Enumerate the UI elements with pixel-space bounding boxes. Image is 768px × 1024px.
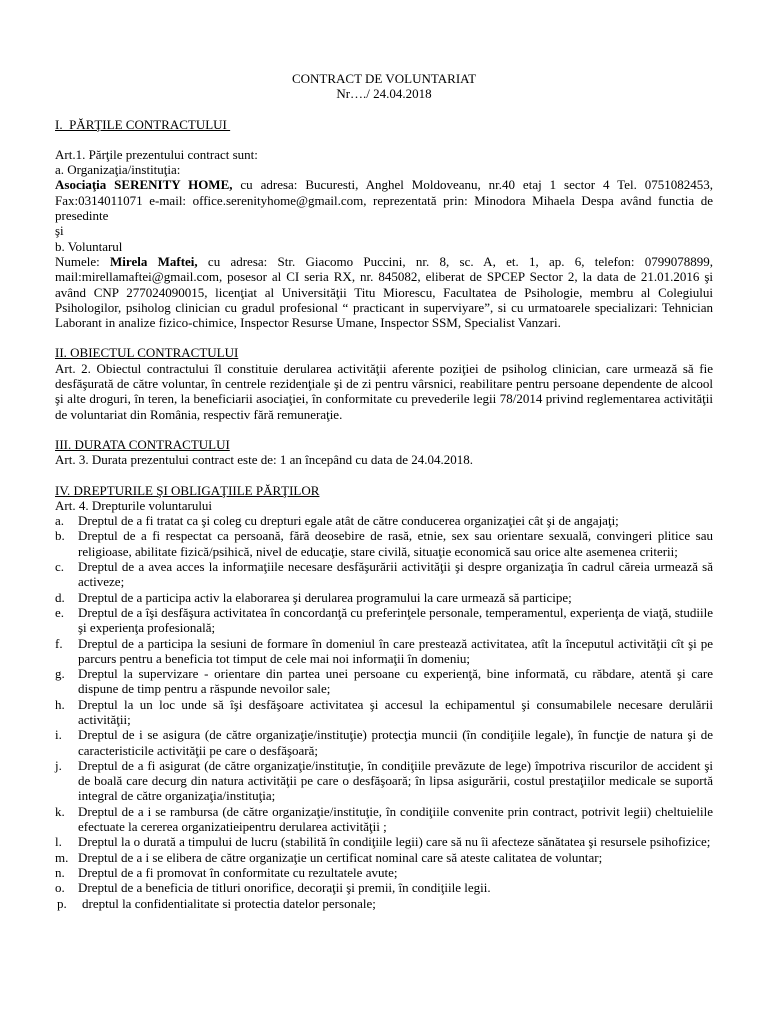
list-item — [55, 727, 713, 758]
list-item-marker: n. — [55, 864, 65, 880]
section-2-heading: II. OBIECTUL CONTRACTULUI — [55, 345, 239, 361]
volunteer-name-prefix: Numele: — [55, 253, 111, 269]
organization-name: Asociaţia SERENITY HOME, — [55, 177, 233, 193]
list-item — [55, 896, 713, 911]
list-item-text: Dreptul la supervizare - orientare din partea unei persoane cu experienţă, bine informată, cu răbdare, atentă şi care dispune de timp pentru a răspunde nevoilor sale; — [78, 666, 713, 697]
list-item-marker: i. — [55, 727, 62, 743]
list-item-marker: k. — [55, 803, 65, 819]
volunteer-details: cu adresa: Str. Giacomo Puccini, nr. 8, sc. A, et. 1, ap. 6, telefon: 0799078899, mail:mirellamaftei@gmail.com, posesor al CI seria RX, nr. 845082, eliberat de SPCEP Sector 2, la data de 21.01.2016 şi având CNP 277024090015, licenţiat al Universităţii Titu Miorescu, Facultatea de Psihologie, membru al Colegiului Psihologilor, psiholog clinician cu gradul profesional “ practicant in superviyare”, si cu urmatoarele specializari: Tehnician Laborant in analize fizico-chimice, Inspector Resurse Umane, Inspector SSM, Specialist Vanzari. — [55, 253, 713, 331]
list-item-text: Dreptul de a fi asigurat (de către organizaţie/instituţie, în condiţiile prevăzute de lege) împotriva riscurilor de accident şi de boală care decurg din natura activităţii pe care o desfăşoară; în lipsa asigurării, costul prestaţiilor medicale se suportă integral de către organizaţia/instituţia; — [78, 757, 713, 804]
list-item-marker: p. — [57, 895, 67, 911]
list-item — [55, 850, 713, 865]
list-item-marker: e. — [55, 604, 65, 620]
list-item-marker: l. — [55, 834, 62, 850]
list-item-marker: g. — [55, 666, 65, 682]
party-b-label: b. Voluntarul — [55, 238, 123, 254]
list-item — [55, 758, 713, 804]
list-item-text: Dreptul de a i se elibera de către organizaţie un certificat nominal care să ateste calitatea de voluntar; — [78, 849, 603, 865]
list-item-text: Dreptul de i se asigura (de către organizaţie/instituţie) protecţia muncii (în condiţiile legale), în funcţie de natura şi de caracteristicile activităţii pe care o desfăşoară; — [78, 727, 713, 758]
list-item-text: Dreptul de a i se rambursa (de către organizaţie/instituţie, în condiţiile convenite prin contract, potrivit legii) cheltuielile efectuate la cererea organizatieipentru derularea activităţii ; — [78, 803, 713, 835]
party-b-details — [55, 254, 713, 330]
list-item-text: Dreptul de a participa la sesiuni de formare în domeniul în care prestează activitatea, atît la începutul activităţii cît şi pe parcurs pentru a beneficia tot timput de cele mai noi informaţii în domeniu; — [78, 635, 713, 666]
list-item-marker: o. — [55, 880, 65, 896]
list-item — [55, 513, 713, 528]
list-item-text: Dreptul la o durată a timpului de lucru (stabilită în condiţiile legii) care să nu îi afecteze sănătatea şi resursele psihofizice; — [78, 834, 711, 850]
list-item-text: Dreptul la un loc unde să îşi desfăşoare activitatea şi accesul la echipamentul şi consumabilele necesare derulării activităţii; — [78, 696, 713, 727]
art-4-text: Art. 4. Drepturile voluntarului — [55, 497, 213, 513]
list-item — [55, 865, 713, 880]
list-item — [55, 559, 713, 590]
list-item-text: Dreptul de a participa activ la elaborarea şi derularea programului la care urmează să participe; — [78, 589, 572, 605]
list-item — [55, 636, 713, 667]
section-4-heading: IV. DREPTURILE ŞI OBLIGAŢIILE PĂRŢILOR — [55, 482, 320, 498]
list-item-marker: d. — [55, 589, 65, 605]
volunteer-rights-list — [55, 513, 713, 911]
list-item-marker: c. — [55, 559, 65, 575]
list-item — [55, 834, 713, 849]
list-item-text: dreptul la confidentialitate si protectia datelor personale; — [82, 895, 376, 911]
list-item-marker: a. — [55, 513, 65, 529]
list-item-marker: m. — [55, 849, 69, 865]
list-item — [55, 590, 713, 605]
organization-details: cu adresa: Bucuresti, Anghel Moldoveanu, nr.40 etaj 1 sector 4 Tel. 0751082453, Fax:0314011071 e-mail: office.serenityhome@gmail.com, reprezentată prin: Minodora Mihaela Despa având functia de presedinte — [55, 177, 713, 224]
list-item-marker: h. — [55, 696, 65, 712]
volunteer-name: Mirela Maftei, — [110, 253, 198, 269]
art-3-text: Art. 3. Durata prezentului contract este de: 1 an începând cu data de 24.04.2018. — [55, 452, 474, 468]
section-3-heading: III. DURATA CONTRACTULUI — [55, 436, 230, 452]
contract-title: CONTRACT DE VOLUNTARIAT — [291, 71, 477, 86]
list-item-text: Dreptul de a beneficia de titluri onorifice, decoraţii şi premii, în condiţiile legii. — [78, 880, 491, 896]
conjunction-and: şi — [55, 223, 64, 239]
list-item — [55, 605, 713, 636]
list-item-marker: f. — [55, 635, 63, 651]
list-item-text: Dreptul de a fi tratat ca şi coleg cu drepturi egale atât de către conducerea organizaţiei cât şi de angajaţi; — [78, 513, 619, 529]
party-a-details — [55, 177, 713, 223]
list-item-text: Dreptul de a avea acces la informaţiile necesare desfăşurării activităţii şi despre organizaţia în cadrul căreia urmează să activeze; — [78, 559, 713, 590]
list-item-text: Dreptul de a îşi desfăşura activitatea în concordanţă cu preferinţele personale, temperamentul, experienţa de viaţă, studiile şi experienţa profesională; — [78, 604, 713, 636]
document-page — [55, 71, 713, 911]
list-item — [55, 880, 713, 895]
list-item — [55, 804, 713, 835]
list-item-marker: b. — [55, 528, 65, 544]
party-a-label: a. Organizaţia/instituţia: — [55, 162, 181, 178]
list-item — [55, 528, 713, 559]
list-item — [55, 666, 713, 697]
list-item-marker: j. — [55, 757, 62, 773]
contract-number-date: Nr…./ 24.04.2018 — [336, 86, 432, 102]
list-item — [55, 697, 713, 728]
section-1-heading: I. PĂRŢILE CONTRACTULUI — [55, 116, 231, 132]
list-item-text: Dreptul de a fi respectat ca persoană, fără deosebire de rasă, etnie, sex sau orientare sexuală, convingeri plitice sau religioase, abilitate fizică/psihică, nivel de educaţie, stare civilă, situaţie economică sau orice alte asemenea criterii; — [78, 528, 713, 559]
list-item-text: Dreptul de a fi promovat în conformitate cu rezultatele avute; — [78, 864, 398, 880]
art-2-text: Art. 2. Obiectul contractului îl constituie derularea activităţii aferente poziţiei de psiholog clinician, care urmează să fie desfăşurată de către voluntar, în centrele rezidenţiale şi de zi pentru vârsnici, reabilitare pentru persoane dependente de alcool şi alte droguri, în teren, la beneficiarii asociaţiei, în conformitate cu prevederile legii 78/2014 privind reglementarea activităţii de voluntariat din România, respectiv fără remuneraţie. — [55, 360, 713, 422]
art-1-text: Art.1. Părţile prezentului contract sunt: — [55, 146, 258, 162]
